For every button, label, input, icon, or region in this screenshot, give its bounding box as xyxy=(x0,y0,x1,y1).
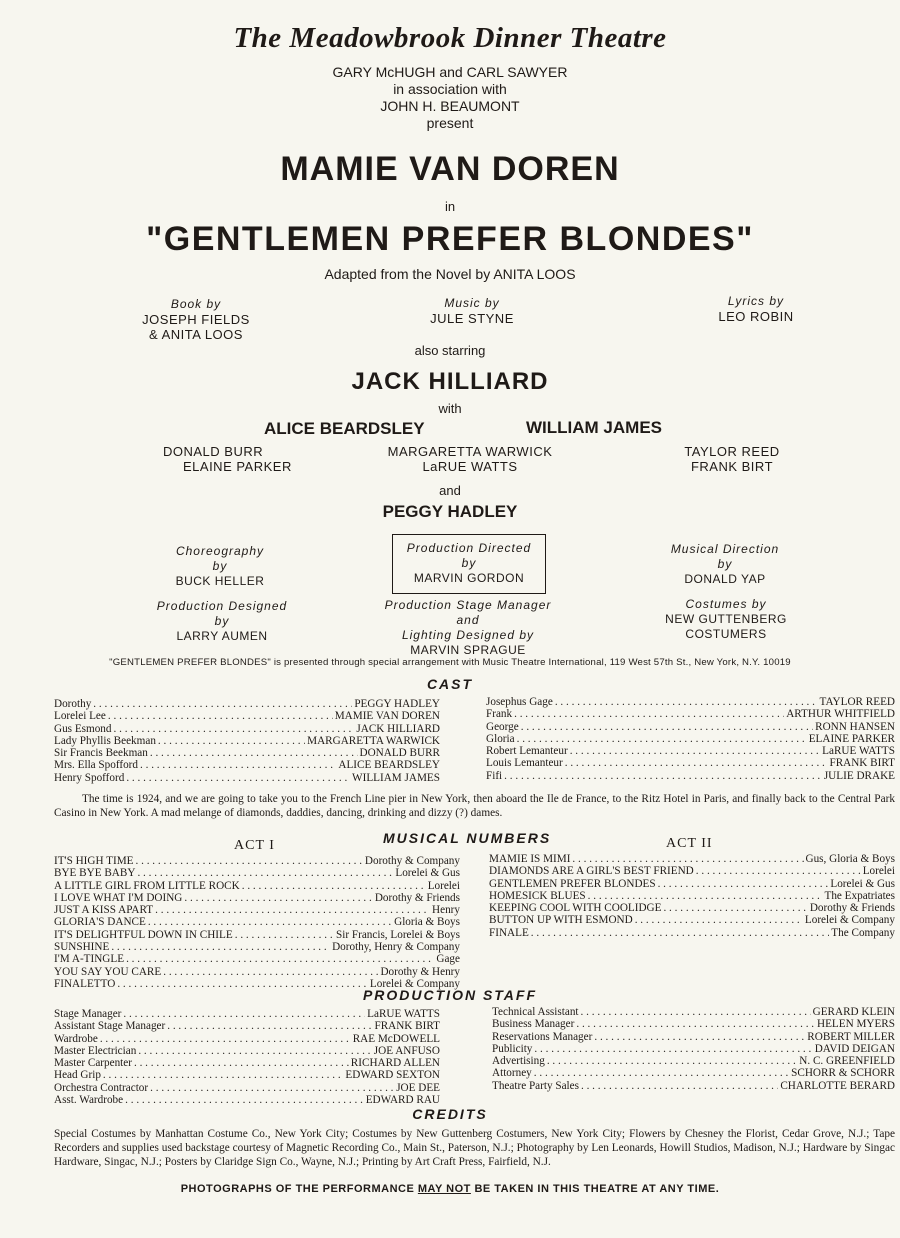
musical-direction-label: Musical Direction xyxy=(670,542,780,556)
billing-mid-2: LaRUE WATTS xyxy=(422,459,518,474)
song-row xyxy=(54,941,460,953)
leader-dots xyxy=(570,745,820,757)
song-row-value: Dorothy & Friends xyxy=(809,902,895,915)
song-row xyxy=(54,916,460,928)
act2-song-list xyxy=(489,853,895,939)
song-row-value: Lorelei xyxy=(427,879,460,892)
leader-dots xyxy=(588,890,823,902)
leader-dots xyxy=(138,1045,371,1057)
leader-dots xyxy=(150,1082,394,1094)
lyrics-author: LEO ROBIN xyxy=(718,309,794,324)
staff-row xyxy=(492,1067,895,1079)
cast-row-value: WILLIAM JAMES xyxy=(352,771,440,784)
staff-row xyxy=(54,1008,440,1020)
musical-direction-credit xyxy=(605,542,845,587)
song-row-value: Lorelei & Gus xyxy=(830,877,895,890)
staff-row xyxy=(54,1057,440,1069)
leader-dots xyxy=(517,733,807,745)
cast-row xyxy=(54,698,440,710)
cast-row xyxy=(54,772,440,784)
leader-dots xyxy=(581,1006,811,1018)
staff-row xyxy=(54,1033,440,1045)
staff-row-value: EDWARD SEXTON xyxy=(345,1069,440,1082)
leader-dots xyxy=(635,914,803,926)
designer: LARRY AUMEN xyxy=(176,629,268,643)
song-row-value: Dorothy & Company xyxy=(364,855,460,867)
notice-pre: PHOTOGRAPHS OF THE PERFORMANCE xyxy=(180,1183,418,1195)
leader-dots xyxy=(521,721,813,733)
leader-dots xyxy=(242,880,426,892)
choreography-label: Choreography xyxy=(175,544,265,558)
song-row-label: GENTLEMEN PREFER BLONDES xyxy=(489,877,656,890)
psm-and: and xyxy=(456,613,480,627)
song-row-label: IT'S HIGH TIME xyxy=(54,855,134,867)
song-row-value: Gage xyxy=(436,953,460,966)
cast-list-right xyxy=(486,696,895,782)
leader-dots xyxy=(140,759,336,771)
cast-row xyxy=(486,696,895,708)
cast-row-label: Josephus Gage xyxy=(486,696,553,708)
cast-row-value: JACK HILLIARD xyxy=(356,722,440,735)
cast-row xyxy=(54,747,440,759)
cast-row xyxy=(486,733,895,745)
choreography-credit xyxy=(100,544,340,589)
leader-dots xyxy=(134,1057,349,1069)
costumer-2: COSTUMERS xyxy=(685,627,767,641)
cast-row-value: RONN HANSEN xyxy=(815,720,895,733)
book-label: Book by xyxy=(170,297,222,311)
cast-row xyxy=(54,710,440,722)
staff-row xyxy=(492,1006,895,1018)
cast-row-value: ARTHUR WHITFIELD xyxy=(786,708,895,721)
costume-credit xyxy=(606,597,846,642)
lyrics-credit xyxy=(636,294,876,324)
cast-row-value: LaRUE WATTS xyxy=(822,745,895,758)
leader-dots xyxy=(126,953,434,965)
staff-row-value: FRANK BIRT xyxy=(374,1020,440,1033)
act1-song-list xyxy=(54,855,460,990)
staff-row-label: Assistant Stage Manager xyxy=(54,1020,166,1033)
song-row-label: I LOVE WHAT I'M DOING xyxy=(54,891,183,904)
song-row-label: BYE BYE BABY xyxy=(54,867,136,880)
choreography-by: by xyxy=(212,559,228,573)
staff-row-label: Theatre Party Sales xyxy=(492,1079,579,1092)
leader-dots xyxy=(184,892,372,904)
stage-manager: MARVIN SPRAGUE xyxy=(410,643,526,657)
cast-row-value: ELAINE PARKER xyxy=(808,732,895,745)
staff-row xyxy=(54,1069,440,1081)
leader-dots xyxy=(126,772,350,784)
cast-row-label: Louis Lemanteur xyxy=(486,757,563,770)
in-line: in xyxy=(444,199,456,214)
act1-heading: ACT I xyxy=(234,838,275,853)
leader-dots xyxy=(663,902,807,914)
staff-row xyxy=(54,1045,440,1057)
featured-2: WILLIAM JAMES xyxy=(526,418,662,437)
leader-dots xyxy=(93,698,352,710)
cast-row-label: Mrs. Ella Spofford xyxy=(54,759,139,772)
staff-row-value: GERARD KLEIN xyxy=(812,1006,895,1018)
song-row xyxy=(489,902,895,914)
song-row-value: Gus, Gloria & Boys xyxy=(805,853,895,865)
staff-row-label: Stage Manager xyxy=(54,1008,122,1020)
song-row xyxy=(54,904,460,916)
song-row xyxy=(489,927,895,939)
leader-dots xyxy=(565,757,828,769)
song-row-label: JUST A KISS APART xyxy=(54,904,154,917)
director: MARVIN GORDON xyxy=(413,571,525,585)
song-row-label: BUTTON UP WITH ESMOND xyxy=(489,914,633,927)
cast-row xyxy=(486,721,895,733)
billing-left-1: DONALD BURR xyxy=(163,444,264,459)
billing-left xyxy=(95,444,335,474)
staff-row-label: Technical Assistant xyxy=(492,1006,579,1018)
cast-row-label: Sir Francis Beekman xyxy=(54,747,148,760)
song-row-value: Lorelei & Company xyxy=(369,977,460,990)
staff-row xyxy=(492,1043,895,1055)
staff-row-label: Attorney xyxy=(492,1067,532,1080)
leader-dots xyxy=(504,770,822,782)
featured-1: ALICE BEARDSLEY xyxy=(264,419,425,438)
billing-mid-1: MARGARETTA WARWICK xyxy=(387,444,553,459)
staff-row xyxy=(492,1055,895,1067)
song-row xyxy=(54,892,460,904)
leader-dots xyxy=(534,1067,789,1079)
cast-row-label: Frank xyxy=(486,708,513,721)
song-row xyxy=(54,953,460,965)
notice-emphasis: MAY NOT xyxy=(417,1183,471,1195)
song-row-value: Sir Francis, Lorelei & Boys xyxy=(336,928,460,941)
staff-row-value: JOE DEE xyxy=(396,1081,440,1094)
staff-row-label: Master Electrician xyxy=(54,1044,137,1057)
psm-label: Production Stage Manager xyxy=(384,598,552,612)
cast-row-value: PEGGY HADLEY xyxy=(354,698,440,710)
staff-row-label: Master Carpenter xyxy=(54,1057,132,1070)
costume-label: Costumes by xyxy=(685,597,767,611)
cast-row-label: George xyxy=(486,720,519,733)
song-row-value: Dorothy & Friends xyxy=(374,891,460,904)
leader-dots xyxy=(163,966,378,978)
cast-row xyxy=(54,759,440,771)
staff-row-value: JOE ANFUSO xyxy=(373,1044,440,1057)
song-row xyxy=(489,853,895,865)
cast-row xyxy=(486,745,895,757)
song-row-label: GLORIA'S DANCE xyxy=(54,916,146,929)
staff-row-label: Business Manager xyxy=(492,1018,575,1031)
staff-row-label: Reservations Manager xyxy=(492,1030,593,1043)
cast-row-label: Fifi xyxy=(486,769,503,782)
song-row-value: Lorelei xyxy=(862,865,895,878)
song-row-value: The Company xyxy=(831,926,895,939)
director-by: by xyxy=(461,556,477,570)
associate-producer: JOHN H. BEAUMONT xyxy=(380,98,520,114)
cast-list-left xyxy=(54,698,440,784)
leader-dots xyxy=(123,1008,365,1020)
design-credit xyxy=(102,599,342,644)
musical-director: DONALD YAP xyxy=(684,572,766,586)
cast-row xyxy=(486,757,895,769)
leader-dots xyxy=(576,1018,815,1030)
leader-dots xyxy=(111,941,330,953)
association-line: in association with xyxy=(393,81,507,97)
song-row-value: Lorelei & Gus xyxy=(395,867,460,880)
leader-dots xyxy=(137,867,393,879)
song-row-value: Dorothy & Henry xyxy=(380,965,460,978)
cast-row-label: Gus Esmond xyxy=(54,722,112,735)
song-row-label: FINALE xyxy=(489,926,529,939)
staff-row xyxy=(492,1018,895,1030)
star-name: MAMIE VAN DOREN xyxy=(280,150,620,188)
staff-row-label: Publicity xyxy=(492,1042,533,1055)
cast-row-label: Gloria xyxy=(486,732,515,745)
costumer-1: NEW GUTTENBERG xyxy=(665,612,787,626)
billing-right-1: TAYLOR REED xyxy=(684,444,780,459)
final-billing: PEGGY HADLEY xyxy=(382,502,518,521)
also-starring: also starring xyxy=(414,343,486,358)
song-row xyxy=(54,855,460,867)
staff-row-label: Asst. Wardrobe xyxy=(54,1094,124,1107)
cast-row-label: Henry Spofford xyxy=(54,771,125,784)
present-line: present xyxy=(426,115,474,131)
cast-row-value: JULIE DRAKE xyxy=(823,769,895,782)
leader-dots xyxy=(158,735,305,747)
song-row-label: A LITTLE GIRL FROM LITTLE ROCK xyxy=(54,879,240,892)
cast-row-value: MARGARETTA WARWICK xyxy=(307,734,440,747)
song-row-label: YOU SAY YOU CARE xyxy=(54,965,162,978)
leader-dots xyxy=(534,1043,812,1055)
act2-heading: ACT II xyxy=(666,836,713,851)
leader-dots xyxy=(594,1031,805,1043)
billing-right-2: FRANK BIRT xyxy=(690,459,774,474)
music-label: Music by xyxy=(444,296,500,310)
stage-manager-credit xyxy=(348,598,588,658)
leader-dots xyxy=(148,916,392,928)
staff-row-label: Orchestra Contractor xyxy=(54,1081,149,1094)
staff-list-left xyxy=(54,1008,440,1106)
cast-row xyxy=(486,708,895,720)
design-by: by xyxy=(214,614,230,628)
billing-right xyxy=(612,444,852,474)
staff-row-value: LaRUE WATTS xyxy=(367,1008,440,1020)
costar-name: JACK HILLIARD xyxy=(351,368,549,395)
leader-dots xyxy=(100,1033,351,1045)
staff-row xyxy=(54,1082,440,1094)
leader-dots xyxy=(555,696,818,708)
leader-dots xyxy=(103,1069,344,1081)
cast-row-value: FRANK BIRT xyxy=(829,757,895,770)
leader-dots xyxy=(125,1094,364,1106)
song-row-value: Lorelei & Company xyxy=(804,914,895,927)
song-row xyxy=(489,878,895,890)
adapted-line: Adapted from the Novel by ANITA LOOS xyxy=(324,266,576,282)
staff-row xyxy=(54,1020,440,1032)
song-row xyxy=(54,929,460,941)
design-label: Production Designed xyxy=(156,599,288,613)
leader-dots xyxy=(572,853,803,865)
song-row xyxy=(489,865,895,877)
and-line: and xyxy=(439,483,461,498)
staff-row xyxy=(54,1094,440,1106)
leader-dots xyxy=(235,929,334,941)
leader-dots xyxy=(531,927,830,939)
producers: GARY McHUGH and CARL SAWYER xyxy=(332,64,568,80)
leader-dots xyxy=(658,878,829,890)
staff-list-right xyxy=(492,1006,895,1092)
music-credit xyxy=(352,296,592,326)
song-row-label: IT'S DELIGHTFUL DOWN IN CHILE xyxy=(54,928,233,941)
leader-dots xyxy=(581,1080,778,1092)
song-row-label: DIAMONDS ARE A GIRL'S BEST FRIEND xyxy=(489,865,694,878)
song-row-label: SUNSHINE xyxy=(54,941,110,954)
book-credit xyxy=(76,297,316,342)
song-row-value: Henry xyxy=(432,904,460,917)
leader-dots xyxy=(167,1020,372,1032)
cast-row xyxy=(54,723,440,735)
song-row-label: KEEPING COOL WITH COOLIDGE xyxy=(489,902,662,915)
staff-row xyxy=(492,1031,895,1043)
cast-row-value: MAMIE VAN DOREN xyxy=(334,710,440,723)
billing-mid xyxy=(350,444,590,474)
show-title: "GENTLEMEN PREFER BLONDES" xyxy=(146,220,754,258)
numbers-heading: MUSICAL NUMBERS xyxy=(383,830,552,846)
music-author: JULE STYNE xyxy=(430,311,514,326)
song-row-label: FINALETTO xyxy=(54,977,116,990)
staff-row-value: ROBERT MILLER xyxy=(807,1030,895,1043)
song-row-value: The Expatriates xyxy=(824,889,895,902)
song-row xyxy=(489,890,895,902)
leader-dots xyxy=(155,904,430,916)
musical-direction-by: by xyxy=(717,557,733,571)
cast-row xyxy=(486,770,895,782)
arrangement-note: "GENTLEMEN PREFER BLONDES" is presented through special arrangement with Music Theatre International, 119 West 57th St., New York, N.Y. 10019 xyxy=(109,657,791,668)
staff-row-value: HELEN MYERS xyxy=(816,1018,895,1031)
staff-row-value: RAE McDOWELL xyxy=(352,1032,440,1045)
photo-notice xyxy=(0,1183,900,1195)
notice-post: BE TAKEN IN THIS THEATRE AT ANY TIME. xyxy=(470,1183,720,1195)
with-line: with xyxy=(438,401,462,416)
director-box xyxy=(392,534,546,594)
billing-left-2: ELAINE PARKER xyxy=(183,459,292,474)
director-label: Production Directed xyxy=(406,541,532,555)
song-row-label: MAMIE IS MIMI xyxy=(489,853,571,865)
song-row-value: Gloria & Boys xyxy=(394,916,460,929)
staff-heading: PRODUCTION STAFF xyxy=(362,987,538,1003)
cast-row-value: ALICE BEARDSLEY xyxy=(338,759,440,772)
staff-row-value: EDWARD RAU xyxy=(365,1094,440,1107)
cast-row-value: TAYLOR REED xyxy=(819,696,895,708)
song-row-label: HOMESICK BLUES xyxy=(489,889,586,902)
song-row-label: I'M A-TINGLE xyxy=(54,953,125,966)
book-author-1: JOSEPH FIELDS xyxy=(142,312,250,327)
cast-row-value: DONALD BURR xyxy=(359,747,440,760)
staff-row-value: SCHORR & SCHORR xyxy=(791,1067,895,1080)
cast-row-label: Lorelei Lee xyxy=(54,710,106,723)
leader-dots xyxy=(108,710,333,722)
cast-heading: CAST xyxy=(426,676,474,692)
theatre-name: The Meadowbrook Dinner Theatre xyxy=(233,22,667,54)
leader-dots xyxy=(150,747,358,759)
staff-row-label: Advertising xyxy=(492,1055,545,1068)
staff-row-value: DAVID DEIGAN xyxy=(814,1042,895,1055)
song-row xyxy=(54,966,460,978)
staff-row-value: RICHARD ALLEN xyxy=(350,1057,440,1070)
lyrics-label: Lyrics by xyxy=(727,294,785,308)
cast-row-label: Lady Phyllis Beekman xyxy=(54,734,156,747)
cast-row xyxy=(54,735,440,747)
credits-heading: CREDITS xyxy=(412,1106,488,1122)
choreographer: BUCK HELLER xyxy=(175,574,265,588)
staff-row-label: Wardrobe xyxy=(54,1032,98,1045)
staff-row-value: N. C. GREENFIELD xyxy=(799,1055,895,1068)
staff-row-value: CHARLOTTE BERARD xyxy=(780,1079,895,1092)
leader-dots xyxy=(136,855,363,867)
leader-dots xyxy=(514,708,784,720)
song-row xyxy=(489,914,895,926)
staff-row xyxy=(492,1080,895,1092)
cast-row-label: Robert Lemanteur xyxy=(486,745,568,758)
staff-row-label: Head Grip xyxy=(54,1069,101,1082)
cast-row-label: Dorothy xyxy=(54,698,92,710)
credits-text: Special Costumes by Manhattan Costume Co., New York City; Costumes by New Guttenberg Costumers, New York City; Flowers by Chesney the Florist, Cedar Grove, N.J.; Tape Recorders and supplies used backstage courtesy of Magnetic Recording Co., Main St., Paterson, N.J.; Photography by Len Leonards, Howill Studios, Madison, N.J.; Hardware by Singac Hardware, Singac, N.J.; Posters by Claridge Sign Co., Wayne, N.J.; Printing by Art Craft Press, Fairfield, N.J. xyxy=(54,1128,895,1168)
song-row-value: Dorothy, Henry & Company xyxy=(332,941,460,954)
song-row xyxy=(54,880,460,892)
book-author-2: & ANITA LOOS xyxy=(149,327,243,342)
leader-dots xyxy=(547,1055,797,1067)
synopsis: The time is 1924, and we are going to take you to the French Line pier in New York, then aboard the Ile de France, to the Ritz Hotel in Paris, and finally back to the Central Park Casino in New York. A mad melange of diamonds, daddies, dancing, drinking and dizzy (?) dames. xyxy=(54,793,895,819)
song-row xyxy=(54,867,460,879)
leader-dots xyxy=(696,865,861,877)
lighting-label: Lighting Designed by xyxy=(401,628,535,642)
leader-dots xyxy=(114,723,355,735)
